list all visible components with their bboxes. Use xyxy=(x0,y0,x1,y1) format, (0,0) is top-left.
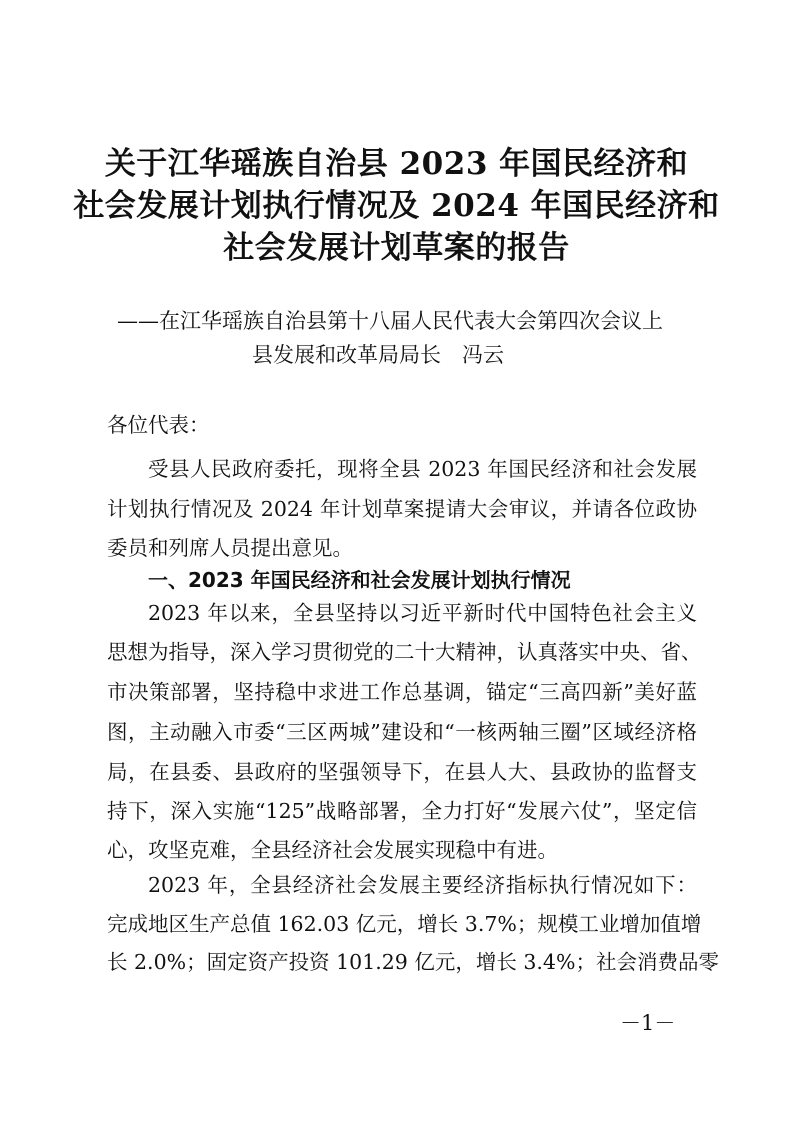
paragraph-1-line: 受县人民政府委托，现将全县 2023 年国民经济和社会发展 xyxy=(148,457,697,481)
paragraph-1-line: 计划执行情况及 2024 年计划草案提请大会审议，并请各位政协 xyxy=(107,497,697,521)
title-line-3: 社会发展计划草案的报告 xyxy=(223,230,570,266)
paragraph-2-line: 图，主动融入市委“三区两城”建设和“一核两轴三圈”区域经济格 xyxy=(107,720,697,744)
paragraph-1-line: 委员和列席人员提出意见。 xyxy=(107,536,353,560)
section-heading: 一、2023 年国民经济和社会发展计划执行情况 xyxy=(148,568,571,592)
title-line-2: 社会发展计划执行情况及 2024 年国民经济和 xyxy=(73,188,720,224)
paragraph-3-line: 2023 年，全县经济社会发展主要经济指标执行情况如下： xyxy=(148,873,697,897)
subtitle-meeting: ——在江华瑶族自治县第十八届人民代表大会第四次会议上 xyxy=(117,309,663,333)
page-number: －1－ xyxy=(620,1011,676,1035)
paragraph-2-line: 2023 年以来，全县坚持以习近平新时代中国特色社会主义 xyxy=(148,601,697,625)
paragraph-3-line: 长 2.0%；固定资产投资 101.29 亿元，增长 3.4%；社会消费品零 xyxy=(107,950,719,974)
salutation: 各位代表： xyxy=(107,413,210,437)
title-line-1: 关于江华瑶族自治县 2023 年国民经济和 xyxy=(104,146,689,182)
subtitle-speaker: 县发展和改革局局长 冯云 xyxy=(252,343,504,367)
paragraph-2-line: 思想为指导，深入学习贯彻党的二十大精神，认真落实中央、省、 xyxy=(107,640,702,664)
paragraph-2-line: 持下，深入实施“125”战略部署，全力打好“发展六仗”，坚定信 xyxy=(107,799,697,823)
paragraph-3-line: 完成地区生产总值 162.03 亿元，增长 3.7%；规模工业增加值增 xyxy=(107,912,702,936)
paragraph-2-line: 局，在县委、县政府的坚强领导下，在县人大、县政协的监督支 xyxy=(107,760,697,784)
paragraph-2-line: 市决策部署，坚持稳中求进工作总基调，锚定“三高四新”美好蓝 xyxy=(107,680,697,704)
paragraph-2-line: 心，攻坚克难，全县经济社会发展实现稳中有进。 xyxy=(107,838,558,862)
